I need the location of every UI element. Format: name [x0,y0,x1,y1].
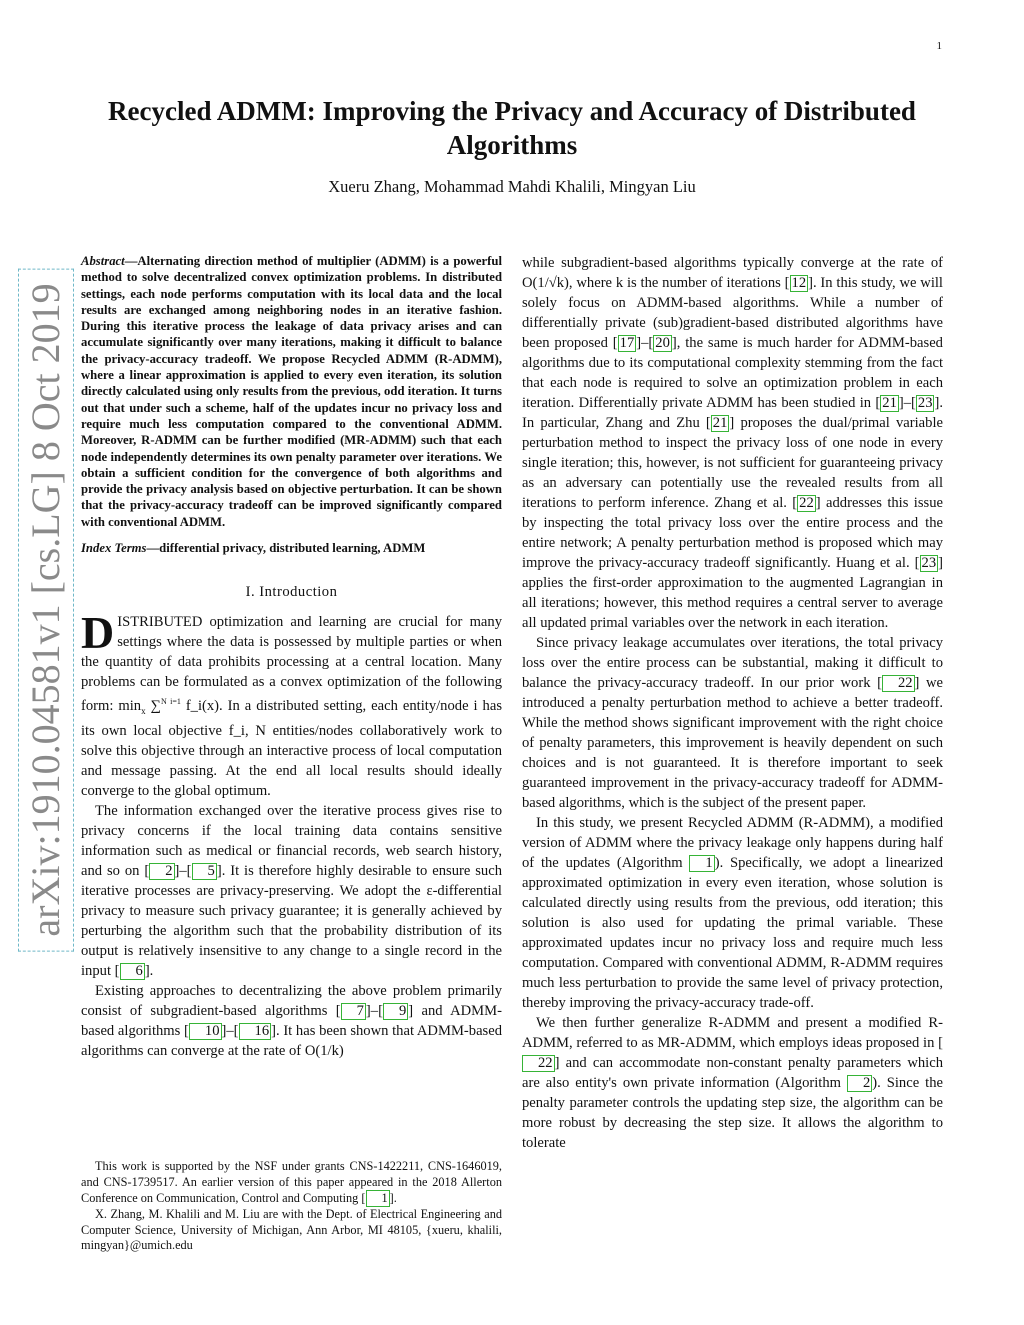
citation-link[interactable]: 16 [239,1023,272,1040]
citation-link[interactable]: 23 [921,555,937,571]
citation-link[interactable]: 23 [917,395,933,411]
abstract-label: Abstract [81,254,125,268]
section-title: I. Introduction [245,584,338,601]
intro-paragraph-1: DISTRIBUTED optimization and learning are crucial for many settings where the data is possessed by multiple parties or when the quantity of data prohibits processing at a central location. Many problems can be formulated as a convex optimization of the following form: $\min_x \sum^{N i=1}$ f_i(x). In a distributed setting, each entity/node i has its own local objective f_i, N entities/nodes collaboratively work to solve this objective through an interactive process of local computation and message passing. At the end all local results should ideally converge to the global optimum. [81,607,502,800]
citation-link[interactable]: 7 [341,1003,366,1020]
index-terms [81,540,502,556]
citation-link[interactable]: 10 [189,1023,222,1040]
citation-link[interactable]: 22 [799,495,814,511]
citation-link[interactable]: 9 [383,1003,408,1020]
footnotes [81,1159,502,1254]
right-paragraph-4: We then further generalize R-ADMM and present a modified R-ADMM, referred to as MR-ADMM, which employs ideas proposed in [22 ] and can accommodate non-constant penalty parameters which are also entity's own private information (Algorithm 2 ). Since the penalty parameter controls the updating step size, the algorithm can be more robust by decreasing the step size. It allows the algorithm to tolerate [522,1015,943,1151]
citation-link[interactable]: 1 [366,1190,390,1207]
right-paragraph-2: Since privacy leakage accumulates over iterations, the total privacy loss over the entire process can be substantial, making it difficult to balance the privacy-accuracy tradeoff. In our prior work [ 22 ] we introduced a penalty perturbation method to achieve a better tradeoff. While the method shows significant improvement with the right choice of penalty parameters, this improvement is heavily dependent on such choices and is not guaranteed. It is therefore important to seek guaranteed improvement in the privacy-accuracy tradeoff for ADMM-based algorithms, which is the subject of the present paper. [522,635,943,811]
dropcap: D [81,607,115,659]
arxiv-stamp[interactable] [20,283,72,937]
intro-paragraph-3: Existing approaches to decentralizing the above problem primarily consist of subgradient-based algorithms [ 7 ]–[ 9 ] and ADMM-based algorithms [ 10 ]–[ 16 ]. It has been shown that ADMM-based algorithms can converge at the rate of O(1/k) [81,983,503,1060]
citation-link[interactable]: 20 [655,335,670,351]
paper-title: Recycled ADMM: Improving the Privacy and Accuracy of Distributed Algorithms [108,96,916,160]
citation-link[interactable]: 21 [712,415,728,431]
paper-authors: Xueru Zhang, Mohammad Mahdi Khalili, Mingyan Liu [328,177,696,196]
abstract-body: —Alternating direction method of multiplier (ADMM) is a powerful method to solve decentralized convex optimization problems. In distributed settings, each node performs computation with its local data and the local results are exchanged among neighboring nodes in an iterative fashion. During this iterative process the leakage of data privacy arises and can accumulate significantly over many iterations, making it difficult to balance the privacy-accuracy tradeoff. We propose Recycled ADMM (R-ADMM), where a linear approximation is applied to every even iteration, its solution directly calculated using only results from the previous, odd iteration. It turns out that under such a scheme, half of the updates incur no privacy loss and require much less computation compared to the conventional ADMM. Moreover, R-ADMM can be further modified (MR-ADMM) such that each node independently determines its own penalty parameter over iterations. We obtain a sufficient condition for the convergence of both algorithms and provide the privacy analysis based on objective perturbation. It can be shown that the privacy-accuracy tradeoff can be improved significantly compared with conventional ADMM. [81,254,502,529]
citation-link[interactable]: 22 [522,1055,555,1072]
citation-link[interactable]: 5 [192,863,217,880]
citation-link[interactable]: 17 [619,335,635,351]
algorithm-link[interactable]: 1 [689,855,714,872]
page-number: 1 [936,40,942,52]
citation-link[interactable]: 22 [882,675,915,692]
right-column [522,253,943,1153]
footnote-affiliation: X. Zhang, M. Khalili and M. Liu are with the Dept. of Electrical Engineering and Computer Science, University of Michigan, Ann Arbor, MI 48105, {xueru, khalili, mingyan}@umich.edu [81,1207,502,1253]
arxiv-id[interactable]: arXiv:1910.04581v1 [cs.LG] 8 Oct 2019 [18,268,74,951]
index-terms-body: —differential privacy, distributed learning, ADMM [146,541,426,556]
citation-link[interactable]: 2 [149,863,174,880]
left-column [81,253,502,1061]
abstract [81,253,502,530]
algorithm-link[interactable]: 2 [847,1075,872,1092]
right-paragraph-1: while subgradient-based algorithms typically converge at the rate of O(1/√k), where k is the number of iterations [ 12 ]. In this study, we will solely focus on ADMM-based algorithms. While a number of differentially private (sub)gradient-based distributed algorithms have been proposed [ 17 ]–[ 20 ], the same is much harder for ADMM-based algorithms due to its computational complexity stemming from the fact that each node is required to solve an optimization problem in each iteration. Differentially private ADMM has been studied in [ 21 ]–[ 23 ]. In particular, Zhang and Zhu [ 21 ] proposes the dual/primal variable perturbation method to inspect the privacy loss of one node in every single iteration; this, however, is not sufficient for guaranteeing privacy as an adversary can potentially use the revealed results from all iterations to perform inference. Zhang et al. [ 22 ] addresses this issue by inspecting the total privacy loss over the entire process and the entire network; A penalty perturbation method is proposed which may improve the privacy-accuracy tradeoff significantly. Huang et al. [ 23 ] applies the first-order approximation to the augmented Lagrangian in all iterations; however, this method requires a central server to average all updated primal variables over the network in each iteration. [522,255,943,631]
citation-link[interactable]: 12 [791,275,807,291]
citation-link[interactable]: 21 [882,395,897,411]
right-paragraph-3: In this study, we present Recycled ADMM (R-ADMM), a modified version of ADMM where the privacy leakage only happens during half of the updates (Algorithm 1 ). Specifically, we adopt a linearized approximated optimization in every even iteration, whose solution is calculated directly using results from the previous, odd iteration; this solution is also used for updating the primal variable. These approximated updates incur no privacy loss and require much less computation. Compared with conventional ADMM, R-ADMM requires much less perturbation to provide the same level of privacy protection, thereby improving the privacy-accuracy trade-off. [522,815,944,1011]
footnote-funding: This work is supported by the NSF under grants CNS-1422211, CNS-1646019, and CNS-1739517. An earlier version of this paper appeared in the 2018 Allerton Conference on Communication, Control and Computing [ 1 ]. [81,1159,502,1206]
intro-paragraph-2: The information exchanged over the iterative process gives rise to privacy concerns if the local training data contains sensitive information such as medical or financial records, web search history, and so on [ 2 ]–[ 5 ]. It is therefore highly desirable to ensure such iterative processes are privacy-preserving. We adopt the ε-differential privacy to measure such privacy guarantee; it is generally achieved by perturbing the algorithm such that the probability distribution of its output is relatively insensitive to any change to a single record in the input [ 6 ]. [81,803,502,980]
citation-link[interactable]: 6 [120,963,145,980]
index-terms-label: Index Terms [81,541,147,556]
